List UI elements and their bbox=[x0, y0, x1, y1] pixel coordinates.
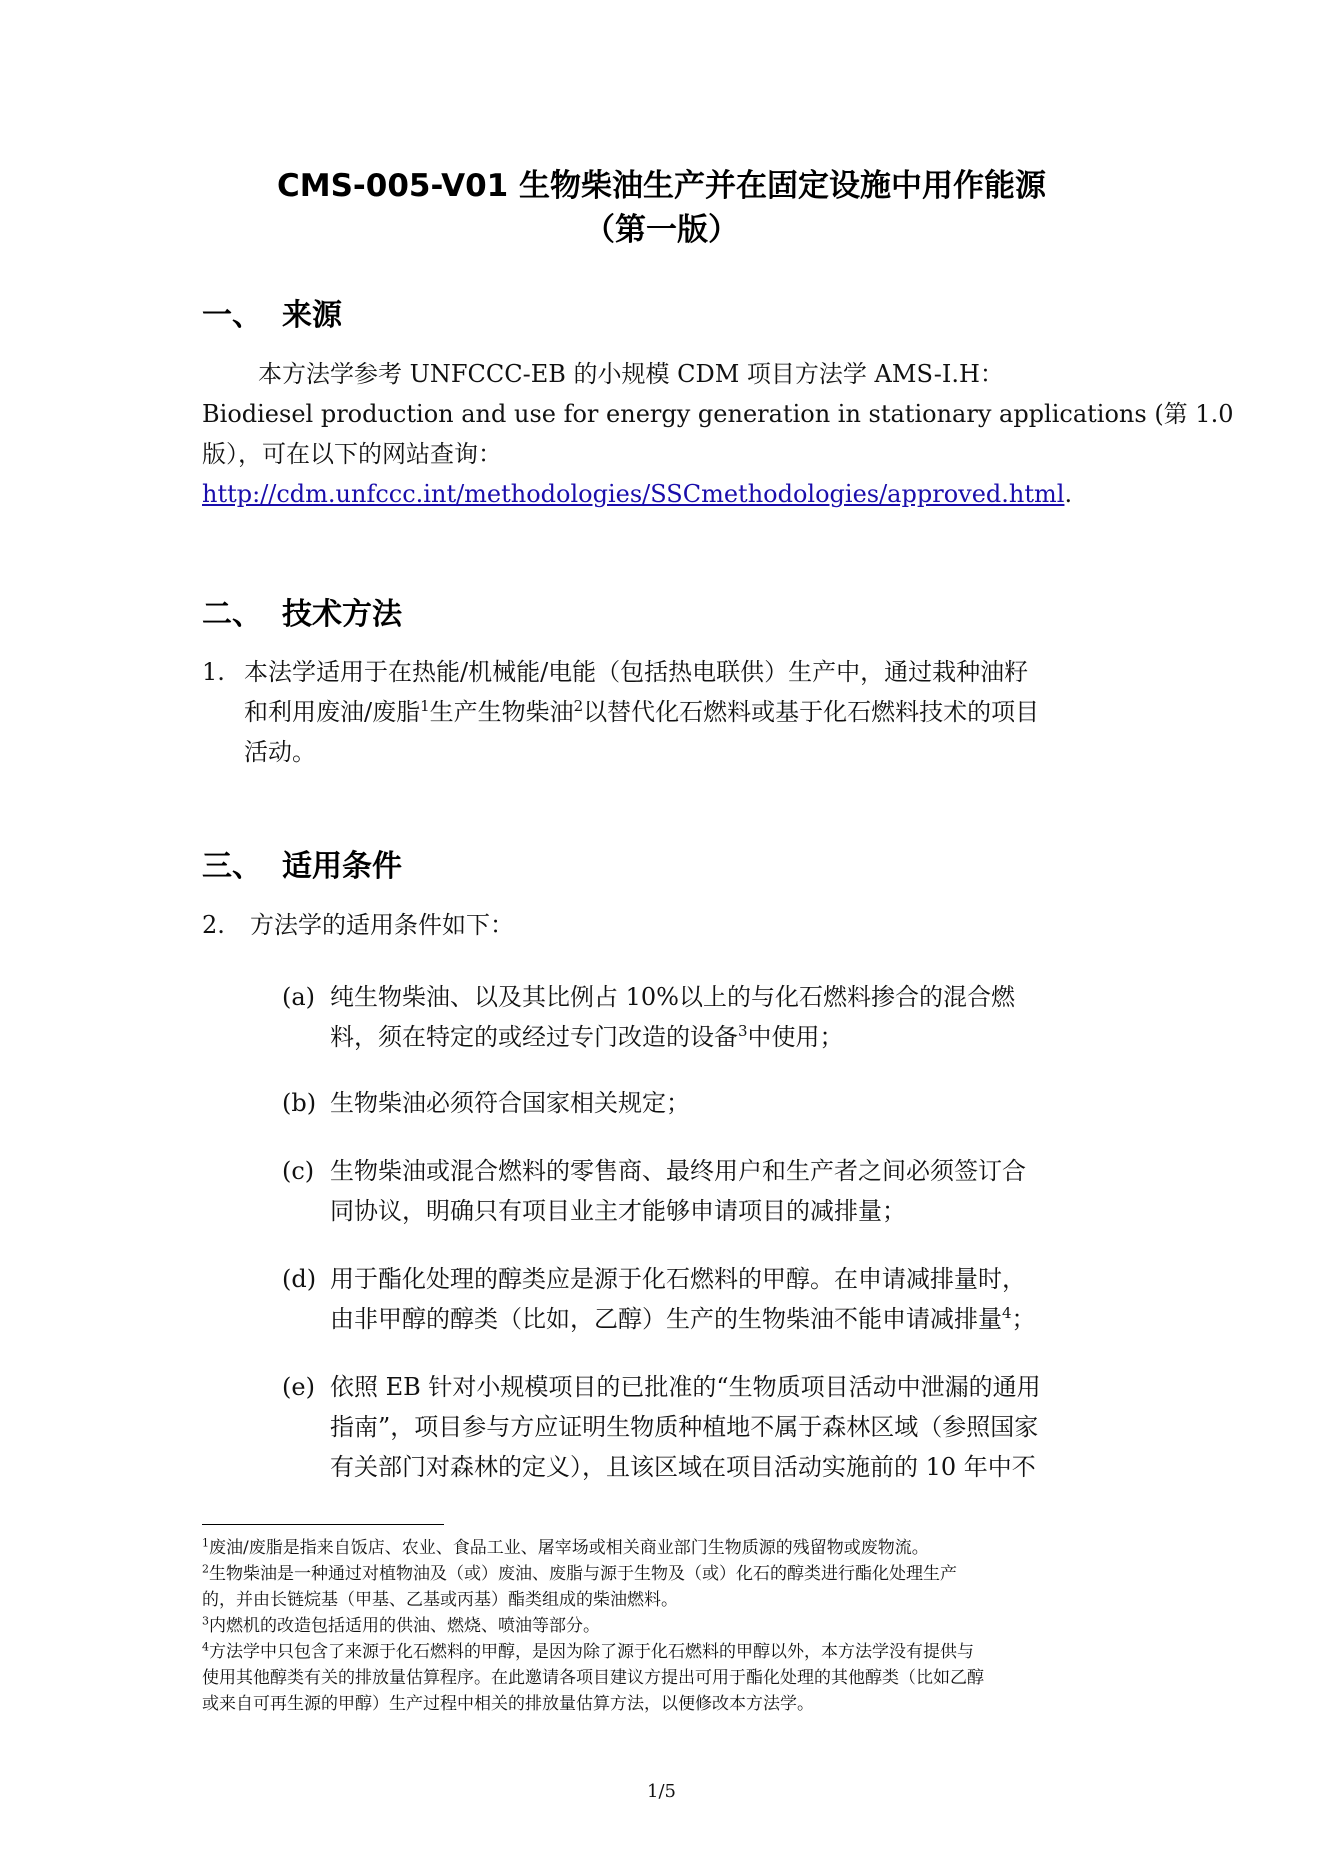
footnote-3 bbox=[202, 1613, 600, 1639]
section-heading-source bbox=[202, 296, 342, 336]
condition-line: 同协议，明确只有项目业主才能够申请项目的减排量； bbox=[330, 1197, 906, 1225]
footnote-ref[interactable]: 1 bbox=[420, 697, 430, 715]
text-run: 以替代化石燃料或基于化石燃料技术的项目 bbox=[583, 698, 1040, 726]
footnote-number: 4 bbox=[202, 1640, 209, 1654]
document-title: CMS-005-V01 生物柴油生产并在固定设施中用作能源 bbox=[276, 168, 1047, 204]
section-number: 三、 bbox=[202, 849, 262, 884]
footnote-text: 废油/废脂是指来自饭店、农业、食品工业、屠宰场或相关商业部门生物质源的残留物或废物流。 bbox=[209, 1538, 929, 1558]
condition-line bbox=[330, 1017, 844, 1057]
paragraph-line: Biodiesel production and use for energy generation in stationary applications (第 1.0 bbox=[202, 400, 1234, 428]
footnote-4 bbox=[202, 1639, 974, 1665]
section-number: 二、 bbox=[202, 597, 262, 632]
condition-line: 生物柴油或混合燃料的零售商、最终用户和生产者之间必须签订合 bbox=[330, 1157, 1026, 1185]
footnote-2-cont: 的，并由长链烷基（甲基、乙基或丙基）酯类组成的柴油燃料。 bbox=[202, 1590, 678, 1610]
footnote-4-cont: 或来自可再生源的甲醇）生产过程中相关的排放量估算方法，以便修改本方法学。 bbox=[202, 1694, 814, 1714]
footnote-separator bbox=[202, 1524, 444, 1525]
condition-line: 用于酯化处理的醇类应是源于化石燃料的甲醇。在申请减排量时， bbox=[330, 1265, 1026, 1293]
text-run: 生产生物柴油 bbox=[429, 698, 574, 726]
list-item-number: 1. bbox=[202, 658, 225, 686]
section-title: 来源 bbox=[282, 298, 342, 333]
condition-marker-c: (c) bbox=[282, 1157, 315, 1185]
paragraph-line bbox=[244, 692, 1039, 732]
text-run: 和利用废油/废脂 bbox=[244, 698, 421, 726]
condition-line: 有关部门对森林的定义），且该区域在项目活动实施前的 10 年中不 bbox=[330, 1453, 1036, 1481]
footnote-ref[interactable]: 2 bbox=[573, 697, 584, 715]
paragraph-line: 本法学适用于在热能/机械能/电能（包括热电联供）生产中，通过栽种油籽 bbox=[244, 658, 1029, 686]
document-subtitle: （第一版） bbox=[584, 212, 739, 248]
condition-line: 依照 EB 针对小规模项目的已批准的“生物质项目活动中泄漏的通用 bbox=[330, 1373, 1041, 1401]
list-item-number: 2. bbox=[202, 911, 225, 939]
footnote-text: 方法学中只包含了来源于化石燃料的甲醇，是因为除了源于化石燃料的甲醇以外，本方法学没有提供与 bbox=[209, 1642, 974, 1662]
section-title: 适用条件 bbox=[282, 849, 402, 884]
text-run: 中使用； bbox=[747, 1023, 844, 1051]
condition-marker-a: (a) bbox=[282, 983, 316, 1011]
footnote-1 bbox=[202, 1535, 929, 1561]
condition-marker-b: (b) bbox=[282, 1089, 317, 1117]
methodology-link[interactable]: http://cdm.unfccc.int/methodologies/SSCmethodologies/approved.html bbox=[202, 480, 1065, 508]
footnote-4-cont: 使用其他醇类有关的排放量估算程序。在此邀请各项目建议方提出可用于酯化处理的其他醇类（比如乙醇 bbox=[202, 1668, 984, 1688]
condition-line: 纯生物柴油、以及其比例占 10%以上的与化石燃料掺合的混合燃 bbox=[330, 983, 1015, 1011]
paragraph-line: 活动。 bbox=[244, 738, 316, 766]
footnote-number: 1 bbox=[202, 1536, 209, 1550]
footnote-number: 3 bbox=[202, 1614, 209, 1628]
footnote-ref[interactable]: 3 bbox=[738, 1022, 748, 1040]
condition-marker-d: (d) bbox=[282, 1265, 317, 1293]
footnote-text: 生物柴油是一种通过对植物油及（或）废油、废脂与源于生物及（或）化石的醇类进行酯化处理生产 bbox=[209, 1564, 957, 1584]
footnote-number: 2 bbox=[202, 1562, 209, 1576]
paragraph-line: 方法学的适用条件如下： bbox=[250, 911, 514, 939]
text-run: 由非甲醇的醇类（比如，乙醇）生产的生物柴油不能申请减排量 bbox=[330, 1305, 1002, 1333]
section-title: 技术方法 bbox=[282, 597, 402, 632]
text-run: 料，须在特定的或经过专门改造的设备 bbox=[330, 1023, 738, 1051]
footnote-2 bbox=[202, 1561, 957, 1587]
link-tail: . bbox=[1064, 480, 1073, 508]
paragraph-line: 版），可在以下的网站查询： bbox=[202, 440, 502, 468]
section-number: 一、 bbox=[202, 298, 262, 333]
text-run: ； bbox=[1011, 1305, 1036, 1333]
footnote-text: 内燃机的改造包括适用的供油、燃烧、喷油等部分。 bbox=[209, 1616, 600, 1636]
section-heading-technical-method bbox=[202, 595, 402, 635]
page-number: 1/5 bbox=[647, 1781, 676, 1802]
condition-line: 生物柴油必须符合国家相关规定； bbox=[330, 1089, 690, 1117]
footnote-ref[interactable]: 4 bbox=[1002, 1304, 1012, 1322]
condition-line bbox=[330, 1299, 1036, 1339]
paragraph-line bbox=[202, 474, 1072, 514]
section-heading-applicability bbox=[202, 847, 402, 887]
condition-line: 指南”，项目参与方应证明生物质种植地不属于森林区域（参照国家 bbox=[330, 1413, 1039, 1441]
condition-marker-e: (e) bbox=[282, 1373, 315, 1401]
paragraph-line: 本方法学参考 UNFCCC-EB 的小规模 CDM 项目方法学 AMS-I.H： bbox=[258, 360, 1004, 388]
